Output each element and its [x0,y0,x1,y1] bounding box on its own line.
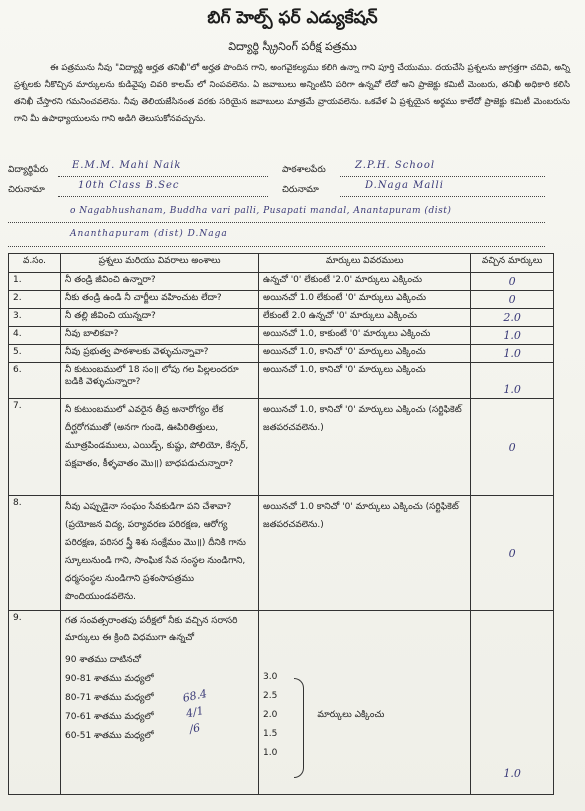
header-marks: మార్కులు వివరములు [259,254,471,273]
header-serial: వ.సం. [9,254,61,273]
row-marks-9 [259,611,471,795]
row-question: నీ తల్లి జీవించి యున్నదా? [61,309,259,327]
address-value-3[interactable]: Ananthapuram (dist) D.Naga [70,229,228,239]
table-header-row [9,254,554,273]
row-score[interactable]: 0 [508,546,516,560]
name-label: విద్యార్థిపేరు [8,165,49,175]
school-value[interactable]: Z.P.H. School [355,160,436,171]
school-line [340,176,545,177]
row-question: నీ కుటుంబములో 18 సం॥ లోపు గల పిల్లలందరూ బడికి వెళ్ళుచున్నారా? [61,363,259,399]
screening-table [8,253,554,795]
table-row [9,611,554,795]
row-number: 3. [9,309,61,327]
table-row [9,345,554,363]
q9-range-2: 90-81 శాతము మధ్యలో [65,674,154,684]
q9-range-5: 60-51 శాతము మధ్యలో [65,731,154,741]
q9-range-1: 90 శాతము దాటినచో [65,655,142,665]
table-row [9,496,554,611]
row-score[interactable]: 2.0 [503,311,521,324]
row-number: 7. [9,399,61,496]
row-marks: లేకుంటే 2.0 ఉన్నచో '0' మార్కులు ఎక్కించు [259,309,471,327]
class-label: చిరునామా [8,185,45,195]
row-score[interactable]: 1.0 [503,767,521,780]
name-value[interactable]: E.M.M. Mahi Naik [72,160,182,171]
class-line [58,196,268,197]
row-marks: అయినచో 1.0, కాకుంటే '0' మార్కులు ఎక్కించు [259,327,471,345]
q9-range-3: 80-71 శాతము మధ్యలో [65,693,154,703]
row-score[interactable]: 0 [508,293,516,306]
q9-mark-1: 3.0 [263,672,278,682]
row-marks: ఉన్నచో '0' లేకుంటే '2.0' మార్కులు ఎక్కించు [259,273,471,291]
address-line-3 [8,246,545,247]
row-marks: అయినచో 1.0, కానిచో '0' మార్కులు ఎక్కించు [259,363,471,399]
name-line [58,176,268,177]
row-question: నీవు బాలికవా? [61,327,259,345]
page-subtitle: విద్యార్థి స్క్రీనింగ్ పరీక్ష పత్రము [228,40,357,53]
q9-mark-3: 2.0 మార్కులు ఎక్కించు [263,710,385,720]
row-score[interactable]: 1.0 [503,383,521,396]
q9-mark-5: 1.0 [263,748,278,758]
address-value-2[interactable]: o Nagabhushanam, Buddha vari palli, Pusapati mandal, Anantapuram (dist) [70,206,452,216]
row-question: నీవు ఎప్పుడైనా సంఘం సేవకుడిగా పని చేశావా? (ప్రయోజన విద్య, పర్యావరణ పరిరక్షణ, ఆరోగ్య పరిరక్షణ, పరిసర స్త్రీ శిశు సంక్షేమం మొ॥) దీనికి గాను స్కూలునుండి గాని, సాంఘిక సేవ సంస్థల నుండిగాని, ధర్మసంస్థల నుండిగాని ప్రశంసాపత్రము పొందియుండవలెను. [61,496,259,611]
table-row [9,363,554,399]
q9-range-4: 70-61 శాతము మధ్యలో [65,712,154,722]
address-line-2 [8,222,545,223]
table-row [9,309,554,327]
school-label: పాఠశాలపేరు [282,165,326,175]
intro-paragraph: ఈ పత్రమును నీవు "విద్యార్థి అర్హత తనిఖీ"లో అర్హత పొందిన గాని, అంగవైకల్యము కలిగి ఉన్నా గాని పూర్తి చేయుము. దయచేసి ప్రశ్నలను జాగ్రత్తగా చదివి, అన్ని ప్రశ్నలకు నీకొచ్చిన మార్కులను కుడివైపు చివరి కాలమ్ లో నింపవలెను. ఏ జవాబులు అన్నింటిని పరిగా ఉన్నవో లేదో అని ప్రాజెక్టు కమిటీ మెంబరు, తనిఖీ అధికారి కలిసి తనిఖీ చేస్తారని గమనించవలెను. నీవు తెలియజేసినంత వరకు సరియైన జవాబులు మాత్రమే వ్రాయవలెను. ఒకవేళ ఏ ప్రశ్నయైన అర్థము కాలేదో ప్రాజెక్టు కమిటీ మెంబరును గాని మీ ఉపాధ్యాయులను గాని అడిగి తెలుసుకోనవచ్చును. [14,63,570,124]
row-score[interactable]: 0 [508,440,516,454]
row-question: నీకు తండ్రి ఉండి నీ చార్జీలు వహించుట లేదా? [61,291,259,309]
table-row [9,291,554,309]
q9-marks-label: మార్కులు ఎక్కించు [317,710,385,720]
row-score[interactable]: 1.0 [503,347,521,360]
q9-mark-2: 2.5 [263,691,278,701]
marks-brace [294,678,304,778]
row-marks: అయినచో 1.0 లేకుంటే '0' మార్కులు ఎక్కించు [259,291,471,309]
class-value[interactable]: 10th Class B.Sec [78,180,180,191]
address-line [340,196,545,197]
row-number: 5. [9,345,61,363]
row-question: నీ కుటుంబములో ఎవరైన తీవ్ర అనారోగ్యం లేక దీర్ఘరోగముతో (అనగా గుండె, ఊపిరితిత్తులు, మూత్రపిండములు, ఎయిడ్స్, కుష్టు, పోలియో, కేన్సర్, పక్షవాతం, కీళ్ళవాతం మొ॥) బాధపడుచున్నారా? [61,399,259,496]
address-label: చిరునామా [282,185,319,195]
row-number: 9. [9,611,61,795]
row-marks: అయినచో 1.0, కానిచో '0' మార్కులు ఎక్కించు (సర్టిఫికెట్ జతపరచవలెను.) [259,399,471,496]
header-question: ప్రశ్నలు మరియు వివరాలు అంశాలు [61,254,259,273]
table-row [9,273,554,291]
row-question: నీ తండ్రి జీవించి ఉన్నారా? [61,273,259,291]
table-row [9,399,554,496]
row-question: నీవు ప్రభుత్వ పాఠశాలకు వెళ్ళుచున్నావా? [61,345,259,363]
row-number: 6. [9,363,61,399]
row-question-9 [61,611,259,795]
row-number: 4. [9,327,61,345]
handwritten-scribble: 68.4 4/1 /6 [181,686,209,737]
q9-title: గత సంవత్సరాంతపు పరీక్షలో నీకు వచ్చిన సరాసరి మార్కులు ఈ క్రింది విధముగా ఉన్నచో [65,616,238,643]
page-title: బిగ్ హెల్ప్ ఫర్ ఎడ్యుకేషన్ [207,8,378,28]
row-number: 1. [9,273,61,291]
q9-mark-4: 1.5 [263,729,278,739]
header-score: వచ్చిన మార్కులు [471,254,554,273]
row-marks: అయినచో 1.0 కానిచో '0' మార్కులు ఎక్కించు (సర్టిఫికెట్ జతపరచవలెను.) [259,496,471,611]
row-score[interactable]: 0 [508,275,516,288]
row-number: 8. [9,496,61,611]
address-value[interactable]: D.Naga Malli [365,180,444,191]
row-marks: అయినచో 1.0, కానిచో '0' మార్కులు ఎక్కించు [259,345,471,363]
row-score[interactable]: 1.0 [503,329,521,342]
row-number: 2. [9,291,61,309]
table-row [9,327,554,345]
